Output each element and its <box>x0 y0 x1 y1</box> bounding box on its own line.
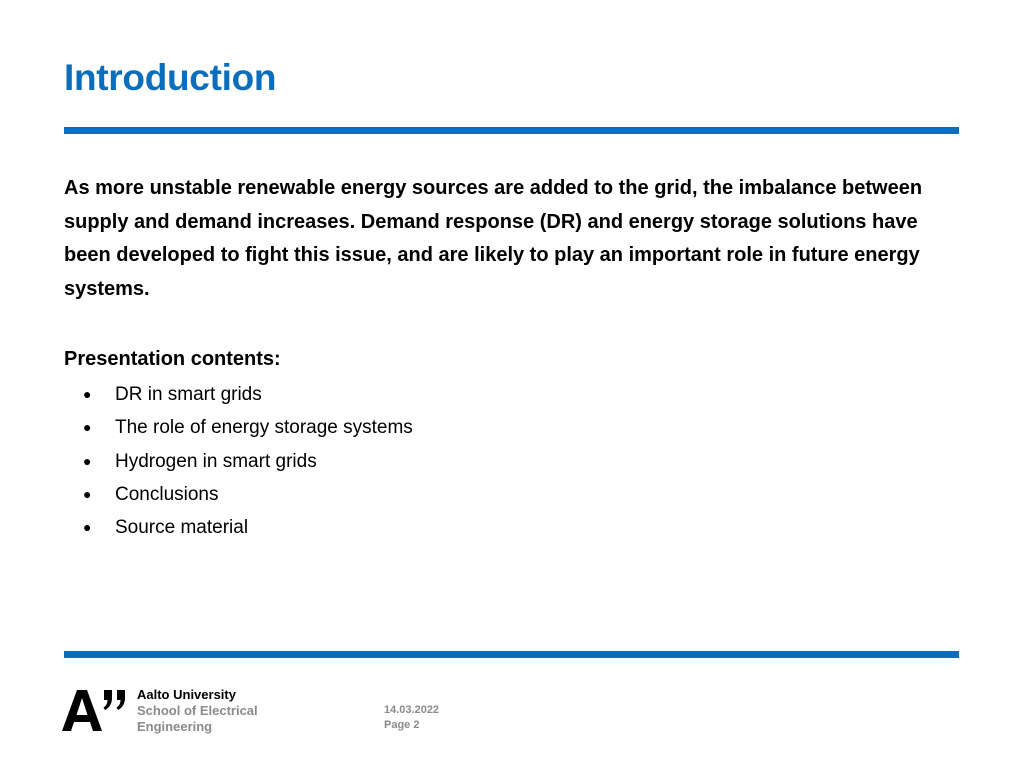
slide-title: Introduction <box>64 57 277 98</box>
intro-paragraph: As more unstable renewable energy sources are added to the grid, the imbalance between supply and demand increases. Demand response (DR) and energy storage solutions have been developed to fight this issue, and are likely to play an important role in future energy systems. <box>64 177 923 300</box>
bullet-icon: ● <box>83 519 92 536</box>
bullet-icon: ● <box>83 452 92 469</box>
page-number: Page 2 <box>384 719 420 731</box>
list-item <box>64 378 413 411</box>
bullet-icon: ● <box>83 386 92 402</box>
list-item-label: Hydrogen in smart grids <box>115 450 317 472</box>
university-block <box>137 687 258 735</box>
list-item-label: The role of energy storage systems <box>115 417 413 439</box>
title-divider <box>64 127 959 134</box>
footer-divider <box>64 651 959 658</box>
bullet-icon: ● <box>83 485 92 502</box>
list-item <box>64 511 413 544</box>
footer-meta <box>384 703 439 733</box>
contents-list <box>64 378 413 544</box>
school-name-line1: School of Electrical <box>137 703 258 718</box>
list-item-label: DR in smart grids <box>115 384 262 405</box>
school-name-line2: Engineering <box>137 719 213 734</box>
university-name: Aalto University <box>137 687 236 702</box>
list-item-label: Conclusions <box>115 483 219 505</box>
list-item <box>64 411 413 444</box>
list-item <box>64 445 413 478</box>
bullet-icon: ● <box>83 419 92 436</box>
list-item-label: Source material <box>115 517 249 539</box>
slide-date: 14.03.2022 <box>384 704 440 716</box>
list-item <box>64 478 413 511</box>
aalto-logo-icon <box>62 688 130 732</box>
contents-heading: Presentation contents: <box>64 348 281 370</box>
